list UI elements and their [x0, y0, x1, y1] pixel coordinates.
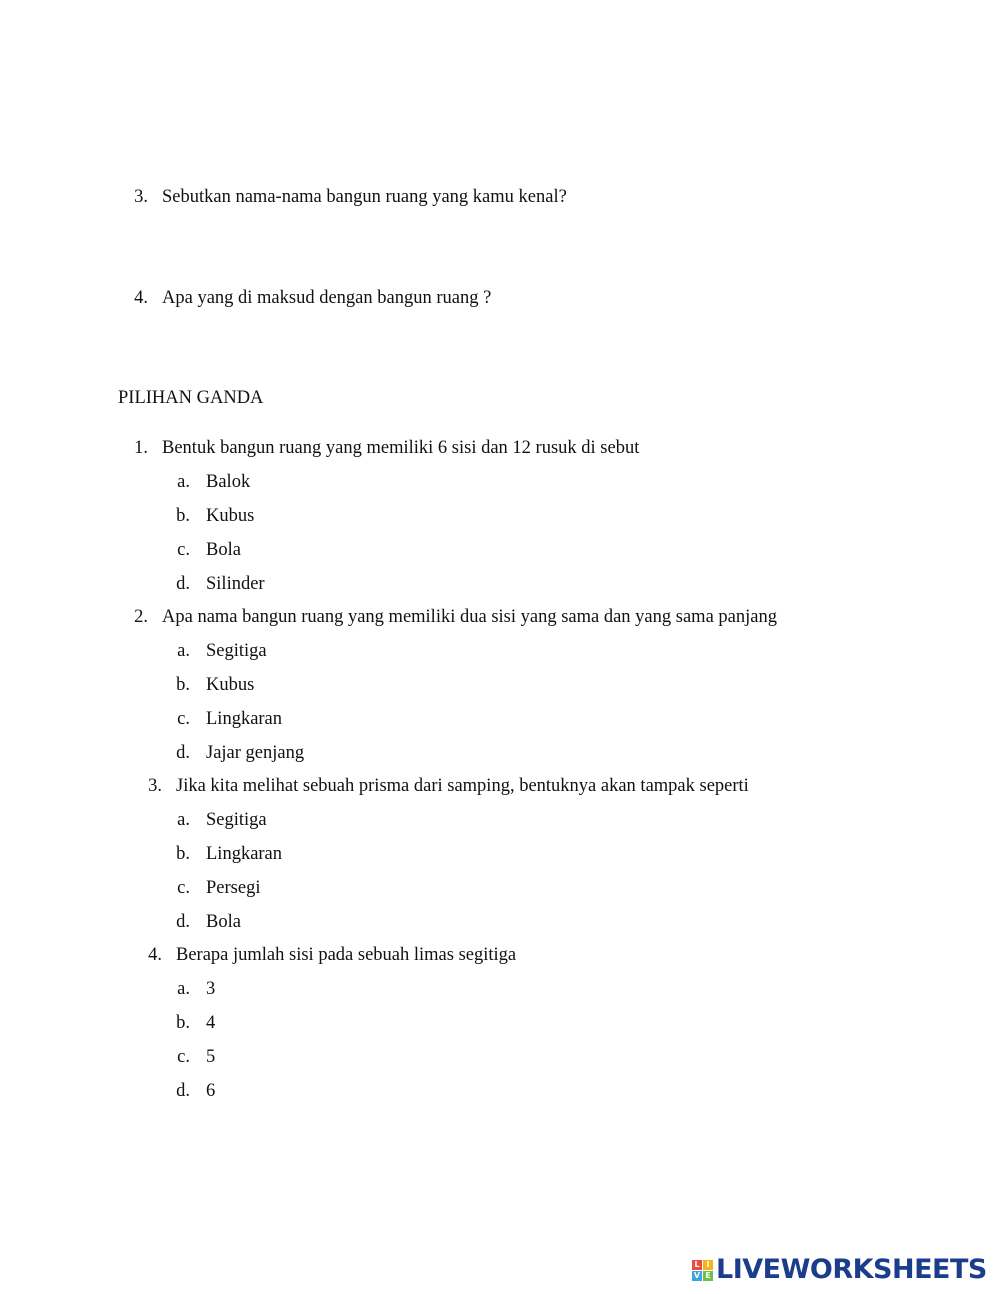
option-letter: a.	[177, 641, 190, 661]
logo-mark-icon	[692, 1260, 713, 1281]
essay-number: 4.	[134, 288, 148, 308]
option-text: 3	[206, 979, 216, 999]
option-letter: b.	[176, 844, 190, 864]
option-text: Segitiga	[206, 810, 267, 830]
essay-question-text: Apa yang di maksud dengan bangun ruang ?	[162, 288, 492, 308]
question-text: Berapa jumlah sisi pada sebuah limas segitiga	[176, 945, 517, 965]
option-text: Kubus	[206, 506, 255, 526]
option-letter: a.	[177, 472, 190, 492]
option-text: Balok	[206, 472, 251, 492]
option-text: Silinder	[206, 574, 265, 594]
question-number: 1.	[134, 438, 148, 458]
option-text: Kubus	[206, 675, 255, 695]
option-letter: c.	[177, 540, 190, 560]
option-letter: b.	[176, 675, 190, 695]
logo-mark-tile: E	[703, 1271, 713, 1281]
liveworksheets-logo	[692, 1255, 987, 1285]
option-letter: b.	[176, 1013, 190, 1033]
option-text: Bola	[206, 540, 241, 560]
question-number: 4.	[148, 945, 162, 965]
option-letter: a.	[177, 979, 190, 999]
option-text: Persegi	[206, 878, 261, 898]
option-text: Segitiga	[206, 641, 267, 661]
option-letter: d.	[176, 912, 190, 932]
question-text: Apa nama bangun ruang yang memiliki dua sisi yang sama dan yang sama panjang	[162, 607, 777, 627]
option-text: 4	[206, 1013, 216, 1033]
option-text: Bola	[206, 912, 241, 932]
logo-mark-tile: L	[692, 1260, 702, 1270]
option-letter: c.	[177, 1047, 190, 1067]
option-letter: b.	[176, 506, 190, 526]
logo-mark-tile: I	[703, 1260, 713, 1270]
logo-mark-tile: V	[693, 1270, 701, 1280]
question-number: 3.	[148, 776, 162, 796]
option-letter: c.	[177, 709, 190, 729]
option-letter: d.	[176, 743, 190, 763]
option-letter: d.	[176, 574, 190, 594]
option-text: 5	[206, 1047, 216, 1067]
question-number: 2.	[134, 607, 148, 627]
logo-text: LIVEWORKSHEETS	[716, 1254, 987, 1285]
essay-number: 3.	[134, 187, 148, 207]
question-text: Bentuk bangun ruang yang memiliki 6 sisi dan 12 rusuk di sebut	[162, 438, 640, 458]
option-letter: c.	[177, 878, 190, 898]
option-text: 6	[206, 1081, 216, 1101]
section-title: PILIHAN GANDA	[118, 388, 264, 408]
option-letter: a.	[177, 810, 190, 830]
option-text: Lingkaran	[206, 709, 283, 729]
option-text: Jajar genjang	[206, 743, 305, 763]
essay-question-text: Sebutkan nama-nama bangun ruang yang kamu kenal?	[162, 187, 567, 207]
option-text: Lingkaran	[206, 844, 283, 864]
question-text: Jika kita melihat sebuah prisma dari samping, bentuknya akan tampak seperti	[176, 776, 749, 796]
option-letter: d.	[176, 1081, 190, 1101]
